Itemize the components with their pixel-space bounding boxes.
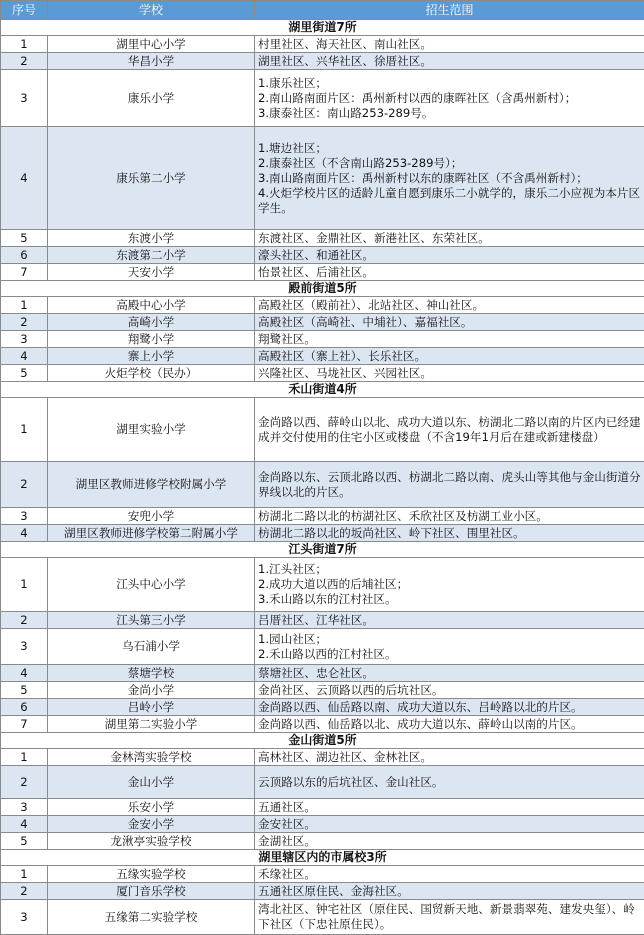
school-name: 高崎小学 [48, 314, 255, 331]
table-row [1, 900, 644, 935]
area-line: 金尚社区、云顶路以西的后坑社区。 [258, 683, 641, 698]
section-title: 江头街道7所 [1, 542, 644, 558]
area-line: 1.康乐社区； [258, 76, 641, 91]
section-title: 湖里辖区内的市属校3所 [1, 850, 644, 866]
table-row [1, 682, 644, 699]
enrollment-area [255, 70, 644, 127]
area-line: 兴隆社区、马垅社区、兴园社区。 [258, 366, 641, 381]
school-name: 金山小学 [48, 766, 255, 799]
row-number: 3 [1, 799, 48, 816]
school-name: 湖里实验小学 [48, 398, 255, 462]
table-row [1, 36, 644, 53]
enrollment-area [255, 749, 644, 766]
area-line: 2.康泰社区（不含南山路253-289号）； [258, 156, 641, 171]
enrollment-area [255, 127, 644, 230]
table-row [1, 816, 644, 833]
table-row [1, 525, 644, 542]
row-number: 6 [1, 699, 48, 716]
row-number: 3 [1, 900, 48, 935]
row-number: 3 [1, 331, 48, 348]
school-name: 金尚小学 [48, 682, 255, 699]
row-number: 4 [1, 348, 48, 365]
enrollment-area [255, 462, 644, 508]
section-title: 禾山街道4所 [1, 382, 644, 398]
table-row [1, 558, 644, 612]
enrollment-area [255, 365, 644, 382]
enrollment-area [255, 525, 644, 542]
area-line: 枋湖北二路以北的枋湖社区、禾欣社区及枋湖工业小区。 [258, 509, 641, 524]
enrollment-area [255, 230, 644, 247]
row-number: 1 [1, 558, 48, 612]
area-line: 3.禾山路以东的江村社区。 [258, 592, 641, 607]
area-line: 1.园山社区； [258, 632, 641, 647]
enrollment-area [255, 665, 644, 682]
section-header [1, 850, 644, 866]
area-line: 3.南山路南面片区：禹州新村以东的康晖社区（不含禹州新村）； [258, 171, 641, 186]
row-number: 2 [1, 462, 48, 508]
enrollment-area [255, 508, 644, 525]
school-name: 江头中心小学 [48, 558, 255, 612]
school-name: 东渡小学 [48, 230, 255, 247]
col-header-school: 学校 [48, 1, 255, 20]
table-row [1, 508, 644, 525]
table-row [1, 612, 644, 629]
enrollment-area [255, 247, 644, 264]
section-title: 殿前街道5所 [1, 281, 644, 297]
table-row [1, 264, 644, 281]
table-row [1, 247, 644, 264]
table-row [1, 365, 644, 382]
row-number: 7 [1, 716, 48, 733]
row-number: 5 [1, 682, 48, 699]
enrollment-area [255, 866, 644, 883]
row-number: 2 [1, 612, 48, 629]
school-name: 江头第三小学 [48, 612, 255, 629]
school-name: 湖里中心小学 [48, 36, 255, 53]
row-number: 3 [1, 629, 48, 665]
row-number: 5 [1, 230, 48, 247]
section-header [1, 20, 644, 36]
area-line: 东渡社区、金鼎社区、新港社区、东荣社区。 [258, 231, 641, 246]
school-name: 乐安小学 [48, 799, 255, 816]
area-line: 1.江头社区； [258, 562, 641, 577]
enrollment-area [255, 766, 644, 799]
school-name: 寨上小学 [48, 348, 255, 365]
area-line: 怡景社区、后浦社区。 [258, 265, 641, 280]
row-number: 5 [1, 365, 48, 382]
row-number: 2 [1, 314, 48, 331]
enrollment-area [255, 816, 644, 833]
table-row [1, 230, 644, 247]
area-line: 五通社区原住民、金海社区。 [258, 884, 641, 899]
area-line: 蔡塘社区、忠仑社区。 [258, 666, 641, 681]
section-header [1, 281, 644, 297]
enrollment-area [255, 558, 644, 612]
table-row [1, 331, 644, 348]
table-row [1, 629, 644, 665]
row-number: 4 [1, 816, 48, 833]
area-line: 吕厝社区、江华社区。 [258, 613, 641, 628]
row-number: 1 [1, 866, 48, 883]
school-name: 湖里区教师进修学校附属小学 [48, 462, 255, 508]
table-row [1, 314, 644, 331]
row-number: 4 [1, 525, 48, 542]
table-row [1, 665, 644, 682]
school-name: 湖里区教师进修学校第二附属小学 [48, 525, 255, 542]
row-number: 2 [1, 766, 48, 799]
enrollment-area [255, 682, 644, 699]
row-number: 6 [1, 247, 48, 264]
row-number: 1 [1, 749, 48, 766]
school-name: 五缘第二实验学校 [48, 900, 255, 935]
enrollment-area [255, 799, 644, 816]
enrollment-area [255, 398, 644, 462]
enrollment-area [255, 348, 644, 365]
section-header [1, 542, 644, 558]
table-body [1, 20, 644, 935]
enrollment-area [255, 883, 644, 900]
table-row [1, 348, 644, 365]
area-line: 禾缘社区。 [258, 867, 641, 882]
area-line: 金尚路以西、仙岳路以南、成功大道以东、吕岭路以北的片区。 [258, 700, 641, 715]
section-title: 金山街道5所 [1, 733, 644, 749]
row-number: 3 [1, 70, 48, 127]
area-line: 金湖社区。 [258, 834, 641, 849]
school-name: 五缘实验学校 [48, 866, 255, 883]
table-row [1, 127, 644, 230]
school-name: 火炬学校（民办） [48, 365, 255, 382]
area-line: 金尚路以西、仙岳路以北、成功大道以东、薛岭山以南的片区。 [258, 717, 641, 732]
area-line: 2.禾山路以西的江村社区。 [258, 647, 641, 662]
table-row [1, 883, 644, 900]
school-name: 龙湫亭实验学校 [48, 833, 255, 850]
area-line: 高殿社区（高崎社、中埔社）、嘉福社区。 [258, 315, 641, 330]
enrollment-area [255, 53, 644, 70]
area-line: 高殿社区（殿前社）、北站社区、神山社区。 [258, 298, 641, 313]
table-row [1, 398, 644, 462]
school-name: 华昌小学 [48, 53, 255, 70]
area-line: 金尚路以西、薛岭山以北、成功大道以东、枋湖北二路以南的片区内已经建成并交付使用的住宅小区或楼盘（不含19年1月后在建或新建楼盘） [258, 415, 641, 445]
area-line: 高林社区、湖边社区、金林社区。 [258, 750, 641, 765]
table-header [1, 1, 644, 20]
section-header [1, 382, 644, 398]
area-line: 金安社区。 [258, 817, 641, 832]
school-name: 东渡第二小学 [48, 247, 255, 264]
area-line: 村里社区、海天社区、南山社区。 [258, 37, 641, 52]
enrollment-area [255, 716, 644, 733]
area-line: 湾北社区、钟宅社区（原住民、国贸新天地、新景翡翠苑、建发央玺）、岭下社区（下忠社原住民）。 [258, 902, 641, 932]
table-row [1, 297, 644, 314]
row-number: 1 [1, 36, 48, 53]
area-line: 金尚路以东、云顶北路以西、枋湖北二路以南、虎头山等其他与金山街道分界线以北的片区。 [258, 470, 641, 500]
school-name: 金林湾实验学校 [48, 749, 255, 766]
school-name: 高殿中心小学 [48, 297, 255, 314]
area-line: 翔鹭社区。 [258, 332, 641, 347]
school-name: 康乐第二小学 [48, 127, 255, 230]
school-name: 吕岭小学 [48, 699, 255, 716]
school-name: 天安小学 [48, 264, 255, 281]
area-line: 1.塘边社区； [258, 141, 641, 156]
area-line: 2.南山路南面片区：禹州新村以西的康晖社区（含禹州新村）； [258, 91, 641, 106]
table-row [1, 699, 644, 716]
school-name: 康乐小学 [48, 70, 255, 127]
table-row [1, 716, 644, 733]
enrollment-area [255, 314, 644, 331]
school-name: 湖里第二实验小学 [48, 716, 255, 733]
school-name: 蔡塘学校 [48, 665, 255, 682]
row-number: 1 [1, 297, 48, 314]
enrollment-area [255, 264, 644, 281]
school-name: 安兜小学 [48, 508, 255, 525]
enrollment-area [255, 833, 644, 850]
area-line: 4.火炬学校片区的适龄儿童自愿到康乐二小就学的，康乐二小应视为本片区学生。 [258, 186, 641, 216]
section-header [1, 733, 644, 749]
col-header-no: 序号 [1, 1, 48, 20]
table-row [1, 866, 644, 883]
school-name: 厦门音乐学校 [48, 883, 255, 900]
row-number: 4 [1, 665, 48, 682]
enrollment-area [255, 699, 644, 716]
row-number: 7 [1, 264, 48, 281]
area-line: 2.成功大道以西的后埔社区； [258, 577, 641, 592]
table-row [1, 462, 644, 508]
col-header-area: 招生范围 [255, 1, 644, 20]
enrollment-area [255, 629, 644, 665]
table-row [1, 799, 644, 816]
area-line: 濠头社区、和通社区。 [258, 248, 641, 263]
table-row [1, 53, 644, 70]
area-line: 枋湖北二路以北的坂尚社区、岭下社区、围里社区。 [258, 526, 641, 541]
table-row [1, 70, 644, 127]
row-number: 4 [1, 127, 48, 230]
row-number: 5 [1, 833, 48, 850]
enrollment-area [255, 297, 644, 314]
area-line: 3.康泰社区：南山路253-289号。 [258, 106, 641, 121]
row-number: 1 [1, 398, 48, 462]
enrollment-area [255, 900, 644, 935]
area-line: 云顶路以东的后坑社区、金山社区。 [258, 775, 641, 790]
school-name: 金安小学 [48, 816, 255, 833]
area-line: 湖里社区、兴华社区、徐厝社区。 [258, 54, 641, 69]
area-line: 高殿社区（寨上社）、长乐社区。 [258, 349, 641, 364]
section-title: 湖里街道7所 [1, 20, 644, 36]
school-name: 翔鹭小学 [48, 331, 255, 348]
area-line: 五通社区。 [258, 800, 641, 815]
table-row [1, 833, 644, 850]
enrollment-area [255, 331, 644, 348]
enrollment-area [255, 36, 644, 53]
school-name: 乌石浦小学 [48, 629, 255, 665]
row-number: 2 [1, 53, 48, 70]
row-number: 3 [1, 508, 48, 525]
row-number: 2 [1, 883, 48, 900]
enrollment-area [255, 612, 644, 629]
table-row [1, 749, 644, 766]
table-row [1, 766, 644, 799]
